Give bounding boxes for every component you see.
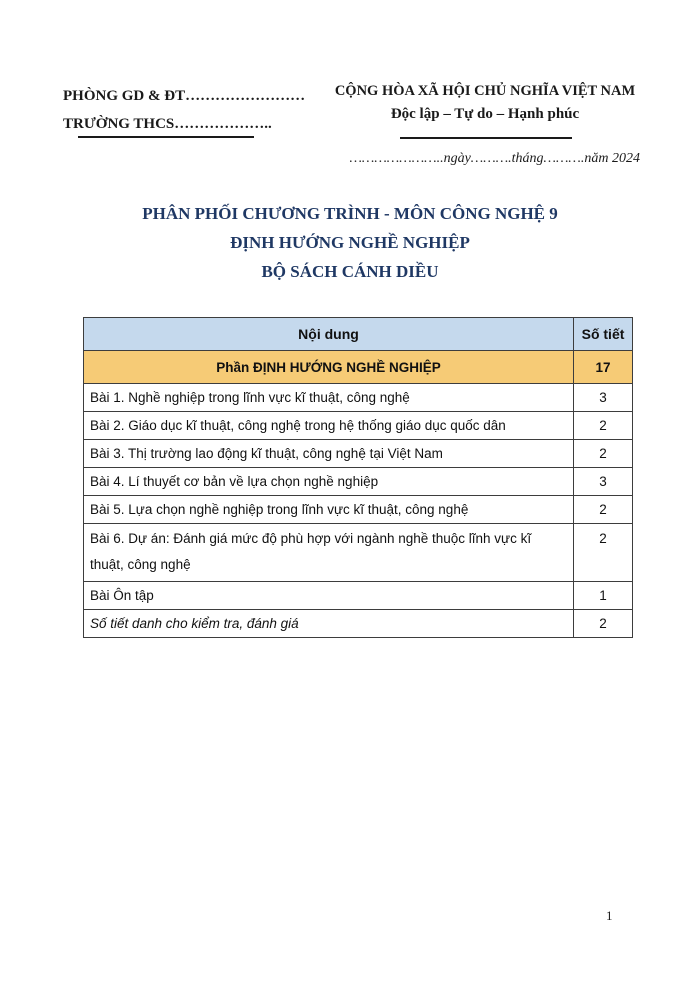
issuer-line-school: TRƯỜNG THCS……………….. [63, 116, 272, 132]
table-row [84, 524, 633, 582]
table-row [84, 412, 633, 440]
periods-cell: 2 [574, 610, 633, 638]
page-number: 1 [606, 908, 613, 923]
periods-cell: 2 [574, 524, 633, 582]
table-header-row [84, 318, 633, 351]
national-title: CỘNG HÒA XÃ HỘI CHỦ NGHĨA VIỆT NAM [334, 83, 636, 99]
issuer-underline [78, 136, 254, 138]
table-row [84, 384, 633, 412]
table-row [84, 582, 633, 610]
national-header-block [330, 83, 640, 123]
lesson-cell: Bài 4. Lí thuyết cơ bản về lựa chọn nghề nghiệp [84, 468, 574, 496]
lesson-cell: Bài 6. Dự án: Đánh giá mức độ phù hợp với ngành nghề thuộc lĩnh vực kĩ thuật, công nghệ [84, 524, 574, 582]
lesson-cell: Bài 1. Nghề nghiệp trong lĩnh vực kĩ thuật, công nghệ [84, 384, 574, 412]
lesson-cell: Bài 2. Giáo dục kĩ thuật, công nghệ trong hệ thống giáo dục quốc dân [84, 412, 574, 440]
table-row [84, 610, 633, 638]
periods-cell: 2 [574, 496, 633, 524]
lesson-cell: Số tiết danh cho kiểm tra, đánh giá [84, 610, 574, 638]
section-label: Phần ĐỊNH HƯỚNG NGHỀ NGHIỆP [84, 351, 574, 384]
column-header-periods: Số tiết [574, 318, 633, 351]
periods-cell: 1 [574, 582, 633, 610]
date-line: …………………..ngày……….tháng……….năm 2024 [349, 151, 640, 166]
title-line-2: ĐỊNH HƯỚNG NGHỀ NGHIỆP [230, 233, 470, 252]
table-row [84, 440, 633, 468]
title-line-1: PHÂN PHỐI CHƯƠNG TRÌNH - MÔN CÔNG NGHỆ 9 [142, 204, 558, 223]
section-periods: 17 [574, 351, 633, 384]
issuer-line-department: PHÒNG GD & ĐT…………………… [63, 88, 306, 104]
curriculum-table [83, 317, 633, 638]
table-row [84, 468, 633, 496]
table-row [84, 496, 633, 524]
motto-underline [400, 137, 572, 139]
lesson-cell: Bài 3. Thị trường lao động kĩ thuật, công nghệ tại Việt Nam [84, 440, 574, 468]
lesson-cell: Bài Ôn tập [84, 582, 574, 610]
periods-cell: 3 [574, 384, 633, 412]
periods-cell: 2 [574, 412, 633, 440]
national-motto: Độc lập – Tự do – Hạnh phúc [390, 106, 580, 122]
title-line-3: BỘ SÁCH CÁNH DIỀU [261, 262, 439, 281]
periods-cell: 2 [574, 440, 633, 468]
document-title [0, 199, 700, 286]
lesson-cell: Bài 5. Lựa chọn nghề nghiệp trong lĩnh vực kĩ thuật, công nghệ [84, 496, 574, 524]
section-row [84, 351, 633, 384]
issuer-block [63, 82, 305, 138]
periods-cell: 3 [574, 468, 633, 496]
column-header-content: Nội dung [84, 318, 574, 351]
